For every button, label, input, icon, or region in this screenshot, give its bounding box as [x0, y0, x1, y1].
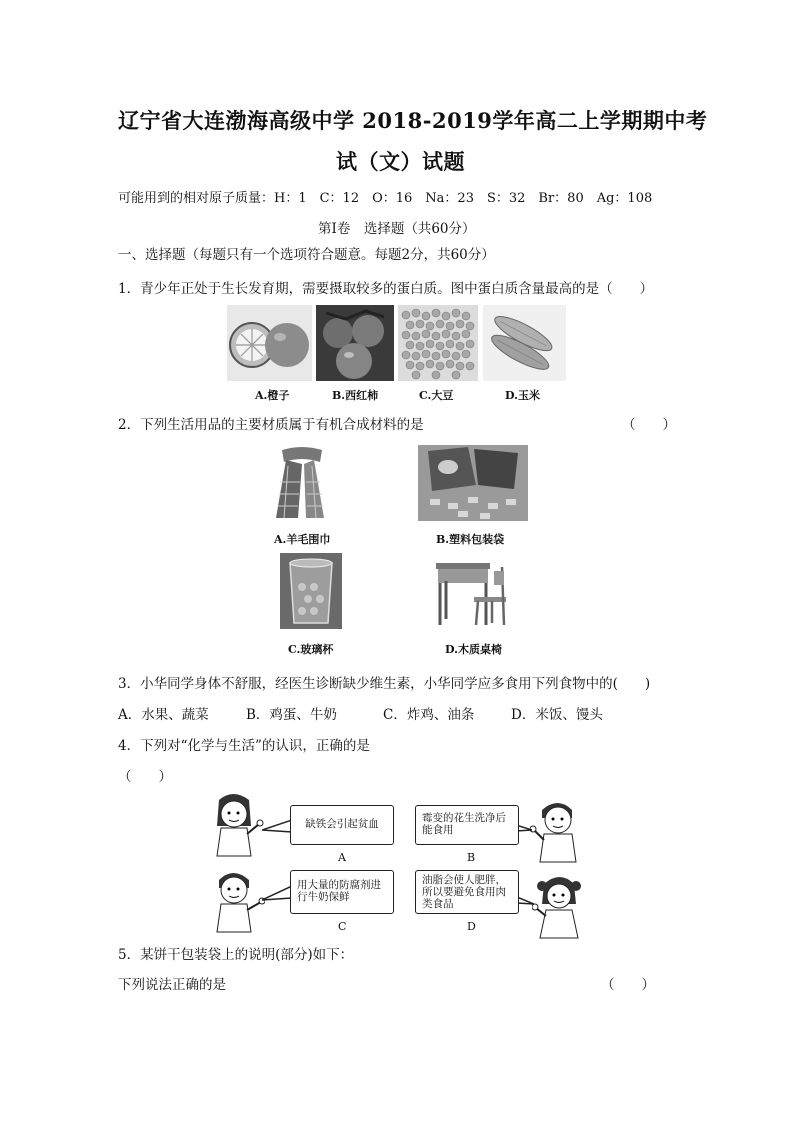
q1-caption-a: A.橙子 — [255, 389, 290, 402]
q1-caption-c: C.大豆 — [419, 389, 454, 402]
bubble-b-label: B — [467, 851, 476, 864]
q2-caption-d: D.木质桌椅 — [445, 643, 502, 656]
question-4-paren: （ ） — [118, 769, 172, 785]
bubble-c: 用大量的防腐剂进行牛奶保鲜 — [290, 870, 394, 914]
question-2: 2．下列生活用品的主要材质属于有机合成材料的是 — [118, 417, 424, 433]
page-title-line2: 试（文）试题 — [336, 149, 465, 174]
desk-chair-photo — [430, 553, 520, 629]
bubble-a-label: A — [338, 851, 346, 864]
q3-option-c: C．炸鸡、油条 — [383, 707, 475, 723]
orange-photo — [227, 305, 312, 381]
girl-cartoon-d — [532, 872, 587, 942]
q1-caption-b: B.西红柿 — [332, 389, 379, 402]
question-5-paren: （ ） — [601, 977, 655, 993]
part-heading: 一、选择题（每题只有一个选项符合题意。每题2分，共60分） — [118, 247, 495, 263]
bubble-c-label: C — [338, 920, 347, 933]
bubble-c-tail — [262, 884, 292, 904]
q3-option-a: A．水果、蔬菜 — [118, 707, 209, 723]
q3-option-b: B．鸡蛋、牛奶 — [246, 707, 337, 723]
q3-option-d: D．米饭、馒头 — [511, 707, 603, 723]
question-1: 1．青少年正处于生长发育期，需要摄取较多的蛋白质。图中蛋白质含量最高的是（ ） — [118, 281, 654, 297]
question-4: 4．下列对“化学与生活”的认识，正确的是 — [118, 738, 370, 754]
corn-photo — [483, 305, 566, 381]
question-2-paren: （ ） — [622, 417, 676, 433]
scarf-photo — [262, 442, 342, 522]
girl-cartoon-a — [205, 790, 265, 860]
page-title: 辽宁省大连渤海高级中学 2018-2019学年高二上学期期中考 — [118, 108, 708, 133]
bubble-a-tail — [262, 818, 292, 838]
q1-caption-d: D.玉米 — [505, 389, 540, 402]
bubble-a: 缺铁会引起贫血 — [290, 805, 394, 845]
bubble-d-label: D — [467, 920, 476, 933]
question-5: 5．某饼干包装袋上的说明(部分)如下： — [118, 947, 354, 963]
section-heading: 第Ⅰ卷 选择题（共60分） — [318, 221, 476, 237]
bubble-b: 霉变的花生洗净后能食用 — [415, 805, 519, 845]
q2-caption-a: A.羊毛围巾 — [274, 533, 331, 546]
boy-cartoon-c — [205, 866, 265, 936]
bubble-d: 油脂会使人肥胖，所以要避免食用肉类食品 — [415, 870, 519, 914]
atomic-masses: 可能用到的相对原子质量：H：1 C：12 O：16 Na：23 S：32 Br：80 Ag：108 — [118, 191, 653, 206]
q2-caption-b: B.塑料包装袋 — [436, 533, 505, 546]
boy-cartoon-b — [530, 796, 585, 866]
tomato-photo — [316, 305, 394, 381]
plastic-bag-photo — [418, 445, 528, 521]
soybean-photo — [398, 305, 478, 381]
q2-caption-c: C.玻璃杯 — [288, 643, 334, 656]
glass-cup-photo — [280, 553, 342, 629]
question-3: 3．小华同学身体不舒服，经医生诊断缺少维生素，小华同学应多食用下列食物中的( ) — [118, 676, 651, 692]
question-5-subtext: 下列说法正确的是 — [118, 977, 226, 993]
